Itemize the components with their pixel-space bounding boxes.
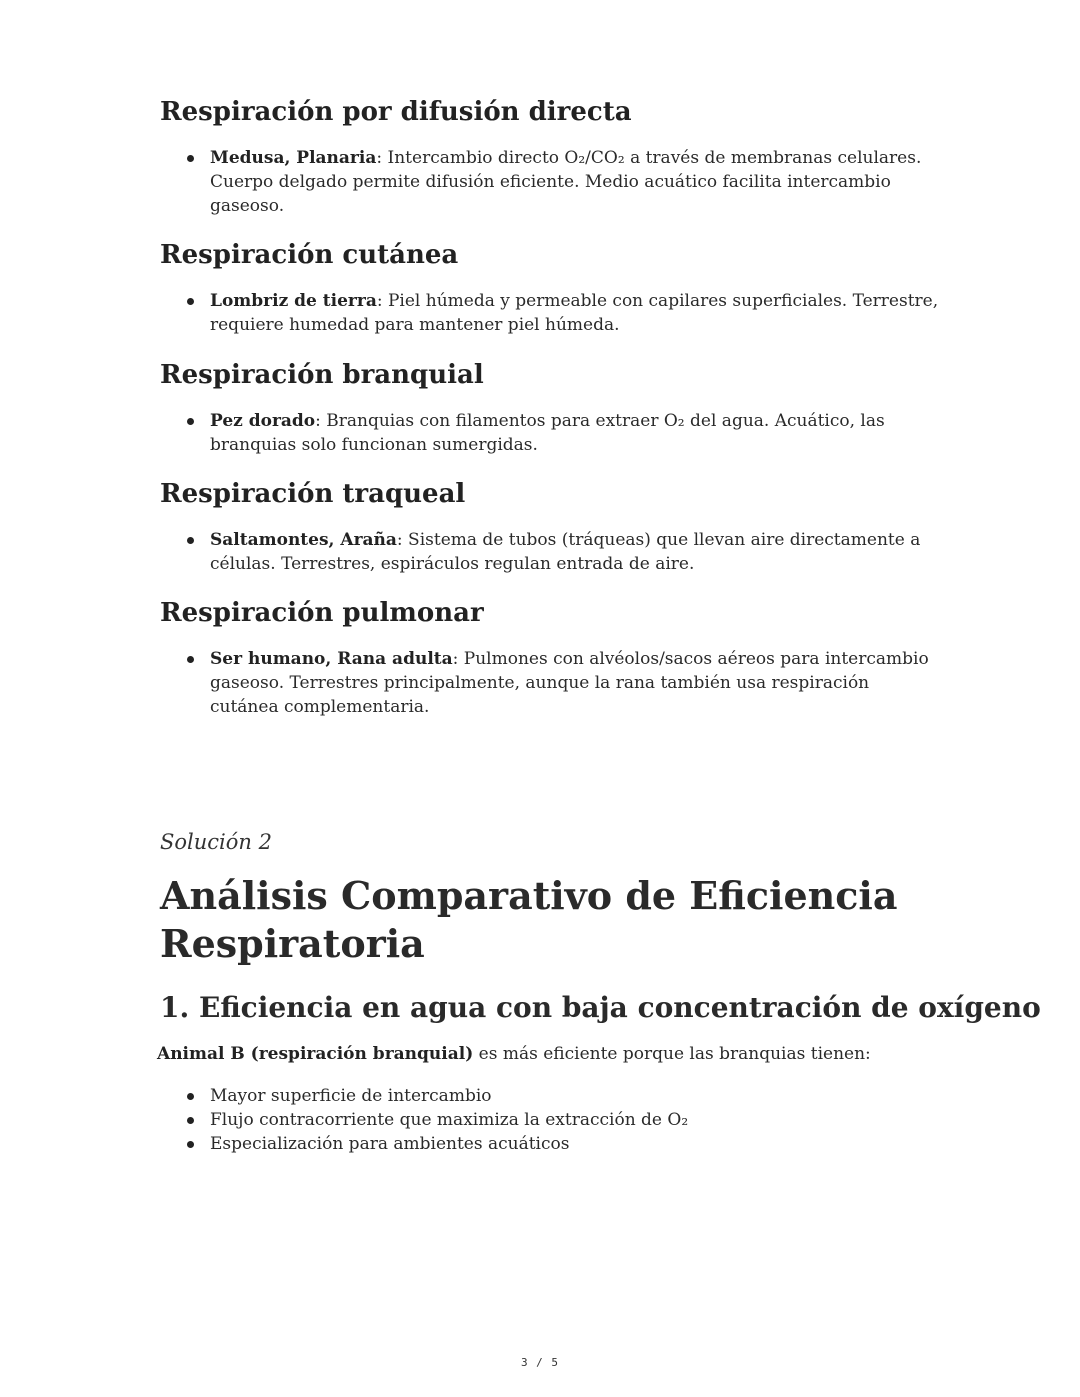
section-list-branquial — [160, 409, 940, 457]
reason-text: Flujo contracorriente que maximiza la extracción de O₂ — [210, 1110, 689, 1130]
section-heading-traqueal: Respiración traqueal — [160, 479, 466, 509]
item-term: Saltamontes, Araña — [210, 530, 397, 550]
item-term: Pez dorado — [210, 411, 316, 431]
section-list-traqueal — [160, 528, 940, 576]
page-title: Análisis Comparativo de Eficiencia Respiratoria — [160, 873, 898, 966]
list-item — [160, 409, 940, 457]
solution-label: Solución 2 — [160, 830, 272, 854]
bullet-dot-icon — [187, 537, 194, 544]
list-item — [160, 1132, 940, 1156]
bullet-dot-icon — [187, 656, 194, 663]
section-heading-pulmonar: Respiración pulmonar — [160, 598, 484, 628]
reasons-list — [160, 1084, 940, 1156]
item-text: : Branquias con filamentos para extraer O₂ del agua. Acuático, las branquias solo funcionan sumergidas. — [210, 411, 885, 455]
reason-text: Especialización para ambientes acuáticos — [210, 1134, 570, 1154]
bullet-dot-icon — [187, 1093, 194, 1100]
item-text: : Pulmones con alvéolos/sacos aéreos para intercambio gaseoso. Terrestres principalmente, aunque la rana también usa respiración cutánea complementaria. — [210, 649, 929, 717]
list-item — [160, 1084, 940, 1108]
list-item — [160, 289, 940, 337]
item-term: Medusa, Planaria — [210, 148, 377, 168]
bullet-dot-icon — [187, 1141, 194, 1148]
section-list-cutanea — [160, 289, 940, 337]
list-item — [160, 146, 940, 218]
subsection-heading: 1. Eficiencia en agua con baja concentración de oxígeno — [160, 991, 1041, 1024]
intro-rest: es más eficiente porque las branquias tienen: — [473, 1044, 871, 1064]
section-list-difusion-directa — [160, 146, 940, 218]
bullet-dot-icon — [187, 1117, 194, 1124]
section-heading-cutanea: Respiración cutánea — [160, 240, 459, 270]
item-text: : Intercambio directo O₂/CO₂ a través de membranas celulares. Cuerpo delgado permite difusión eficiente. Medio acuático facilita intercambio gaseoso. — [210, 148, 922, 216]
reason-text: Mayor superficie de intercambio — [210, 1086, 492, 1106]
intro-paragraph — [157, 1042, 871, 1066]
item-term: Ser humano, Rana adulta — [210, 649, 453, 669]
item-text: : Piel húmeda y permeable con capilares superficiales. Terrestre, requiere humedad para mantener piel húmeda. — [210, 291, 939, 335]
list-item — [160, 528, 940, 576]
bullet-dot-icon — [187, 298, 194, 305]
list-item — [160, 647, 940, 719]
list-item — [160, 1108, 940, 1132]
item-term: Lombriz de tierra — [210, 291, 377, 311]
section-heading-branquial: Respiración branquial — [160, 360, 484, 390]
bullet-dot-icon — [187, 418, 194, 425]
bullet-dot-icon — [187, 155, 194, 162]
page-number: 3 / 5 — [520, 1356, 560, 1369]
section-list-pulmonar — [160, 647, 940, 719]
intro-bold: Animal B (respiración branquial) — [157, 1044, 474, 1064]
section-heading-difusion-directa: Respiración por difusión directa — [160, 97, 632, 127]
item-text: : Sistema de tubos (tráqueas) que llevan aire directamente a células. Terrestres, espiráculos regulan entrada de aire. — [210, 530, 921, 574]
